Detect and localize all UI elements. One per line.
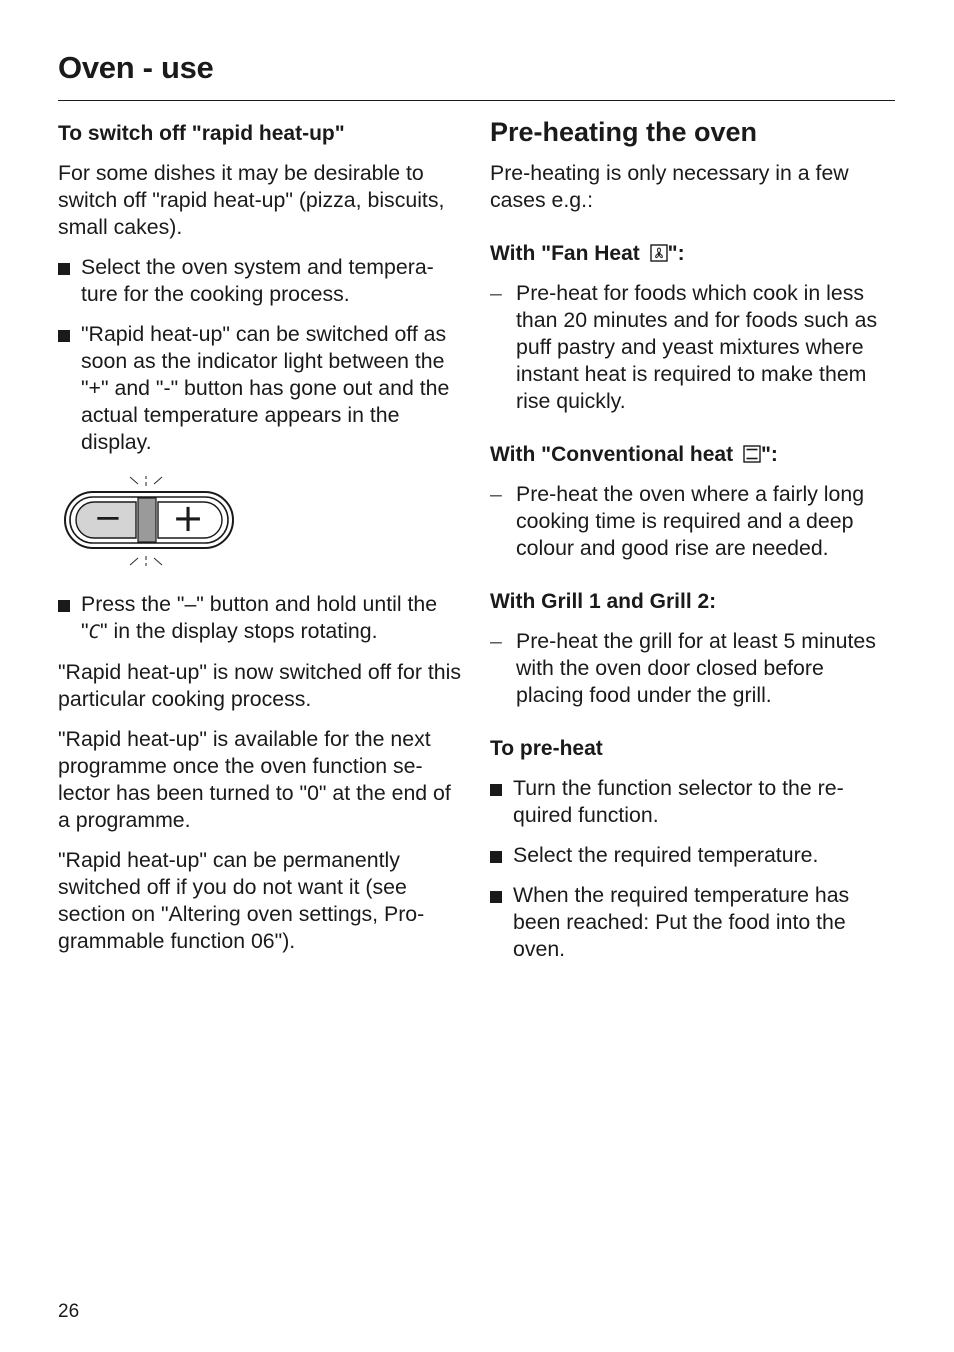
paragraph: "Rapid heat-up" can be permanently switched off if you do not want it (see section on "Altering oven settings, Programmable function 06").	[58, 848, 425, 953]
list-item	[490, 628, 895, 709]
list-item-text: Select the required temperature.	[513, 843, 819, 867]
dash-marker: –	[490, 482, 502, 506]
page-title: Oven - use	[58, 50, 214, 85]
list-item	[490, 775, 895, 829]
to-preheat-heading: To pre-heat	[490, 737, 603, 760]
list-item	[490, 842, 895, 869]
bullet-square	[490, 851, 502, 863]
list-item-text: Turn the function selector to the required function.	[513, 776, 844, 827]
bullet-square	[58, 263, 70, 275]
switch-off-heading: To switch off "rapid heat-up"	[58, 122, 345, 145]
dash-marker: –	[490, 629, 502, 653]
paragraph: "Rapid heat-up" is available for the next programme once the oven function selector has been turned to "0" at the end of a programme.	[58, 727, 451, 832]
page-number: 26	[58, 1301, 80, 1322]
rapid-heat-button-figure	[64, 476, 254, 571]
conventional-heat-icon	[743, 445, 761, 463]
bullet-square	[490, 784, 502, 796]
list-item-text: Pre-heat for foods which cook in less than 20 minutes and for foods such as puff pastry and yeast mixtures where instant heat is required to make them rise quickly.	[516, 281, 878, 413]
fan-heat-icon	[650, 244, 668, 262]
preheating-heading: Pre-heating the oven	[490, 117, 758, 147]
list-item-text: Pre-heat the oven where a fairly long cooking time is required and a deep colour and good rise are needed.	[516, 482, 865, 560]
display-c-glyph: C	[88, 621, 101, 643]
conventional-heat-heading: With "Conventional heat ":	[490, 443, 778, 466]
bullet-square	[490, 891, 502, 903]
list-item-text: "Rapid heat-up" can be switched off as soon as the indicator light between the "+" and "-" button has gone out and the actual temperature appears in the display.	[81, 322, 450, 454]
list-item	[58, 254, 463, 308]
indicator-light	[138, 498, 156, 542]
right-column	[490, 117, 895, 976]
grill-heading: With Grill 1 and Grill 2:	[490, 590, 717, 613]
paragraph: "Rapid heat-up" is now switched off for this particular cooking process.	[58, 660, 462, 711]
plus-symbol: +	[172, 496, 204, 540]
list-item	[490, 280, 895, 415]
list-item	[490, 481, 895, 562]
indicator-rays-top-icon	[130, 476, 162, 486]
list-item-text: Select the oven system and temperature for the cooking process.	[81, 255, 434, 306]
list-item	[58, 321, 463, 456]
list-item	[58, 591, 463, 646]
minus-symbol: −	[93, 498, 123, 538]
indicator-rays-bottom-icon	[130, 556, 162, 566]
list-item-text: When the required temperature has been reached: Put the food into the oven.	[513, 883, 850, 961]
left-column	[58, 120, 463, 968]
switch-off-intro: For some dishes it may be desirable to switch off "rapid heat-up" (pizza, biscuits, small cakes).	[58, 161, 445, 239]
bullet-square	[58, 600, 70, 612]
list-item-text: Press the "–" button and hold until the "C" in the display stops rotating.	[81, 592, 438, 643]
list-item-text: Pre-heat the grill for at least 5 minutes with the oven door closed before placing food under the grill.	[516, 629, 876, 707]
fan-heat-heading: With "Fan Heat ":	[490, 242, 685, 265]
preheating-intro: Pre-heating is only necessary in a few cases e.g.:	[490, 161, 849, 212]
title-divider	[58, 100, 895, 101]
dash-marker: –	[490, 281, 502, 305]
list-item	[490, 882, 895, 963]
bullet-square	[58, 330, 70, 342]
